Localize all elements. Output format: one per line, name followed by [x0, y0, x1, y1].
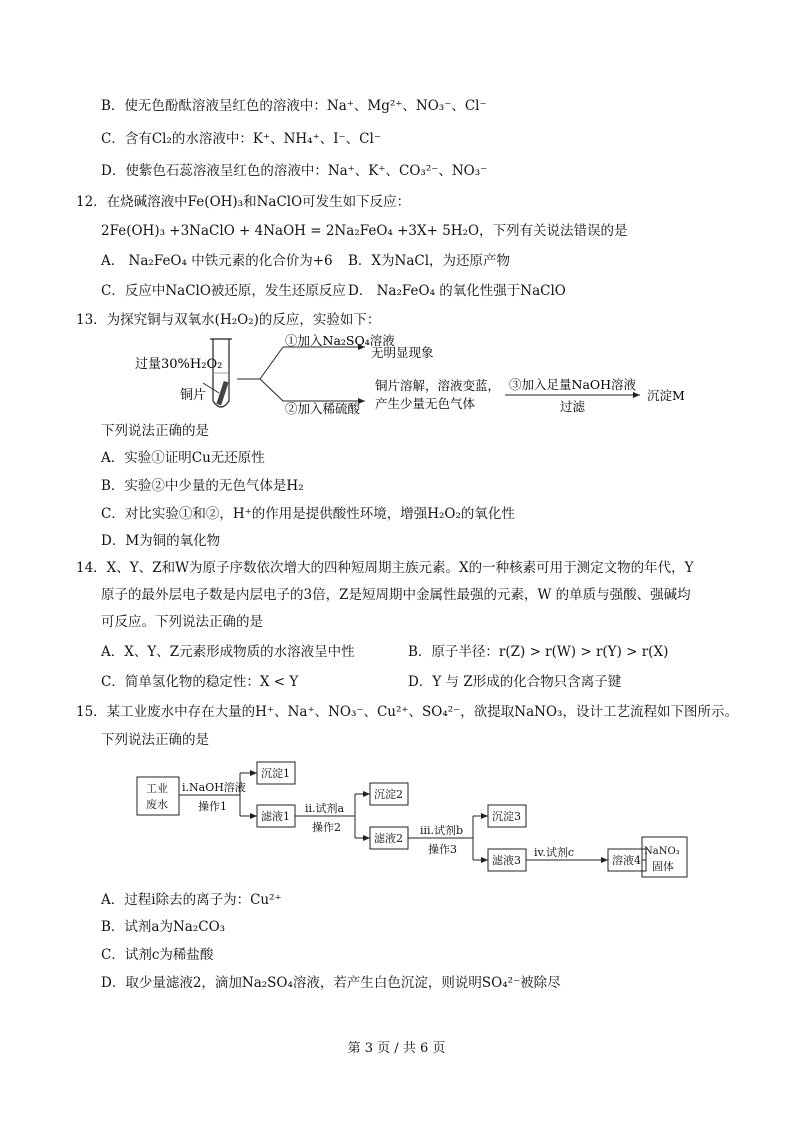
q15-process-flow-diagram	[130, 757, 700, 882]
q13-result2a-label: 铜片溶解，溶液变蓝，	[375, 378, 501, 393]
q15-wastewater-label-1: 工业	[146, 782, 168, 795]
q15-ppt1-label: 沉淀1	[261, 767, 290, 780]
q15-op2-label: 操作2	[312, 821, 341, 834]
q15-filtrate2-label: 滤液2	[374, 832, 403, 845]
q13-option-b: B．实验②中少量的无色气体是H₂	[101, 478, 304, 494]
q13-result2b-label: 产生少量无色气体	[375, 396, 476, 411]
q14-stem-line1: 14．X、Y、Z和W为原子序数依次增大的四种短周期主族元素。X的一种核素可用于测定文物的年代，Y	[76, 560, 694, 576]
q15-ppt2-label: 沉淀2	[374, 788, 403, 801]
q14-option-a: A．X、Y、Z元素形成物质的水溶液呈中性	[101, 644, 355, 660]
q15-product-label-2: 固体	[652, 860, 674, 873]
q12-option-a: A． Na₂FeO₄ 中铁元素的化合价为+6	[101, 253, 333, 269]
q13-option-d: D．M为铜的氧化物	[101, 533, 221, 549]
q14-option-c: C．简单氢化物的稳定性：X < Y	[101, 674, 299, 690]
q15-prompt: 下列说法正确的是	[101, 732, 209, 748]
q15-op1-label: 操作1	[198, 800, 227, 813]
q13-experiment-diagram	[125, 333, 710, 418]
q13-prompt: 下列说法正确的是	[101, 423, 209, 439]
page-number: 第 3 页 / 共 6 页	[347, 1041, 446, 1056]
q15-option-b: B．试剂a为Na₂CO₃	[101, 919, 226, 935]
q13-step2-label: ②加入稀硫酸	[285, 401, 361, 416]
q15-solution4-label: 溶液4	[612, 854, 641, 867]
q15-ppt3-label: 沉淀3	[492, 810, 521, 823]
q12-stem: 12．在烧碱溶液中Fe(OH)₃和NaClO可发生如下反应：	[76, 194, 411, 210]
q13-copper-label: 铜片	[180, 388, 207, 403]
q11-option-d: D．使紫色石蕊溶液呈红色的溶液中：Na⁺、K⁺、CO₃²⁻、NO₃⁻	[101, 163, 488, 179]
q13-step1-label: ①加入Na₂SO₄溶液	[285, 333, 395, 348]
q13-option-c: C．对比实验①和②，H⁺的作用是提供酸性环境，增强H₂O₂的氧化性	[101, 506, 515, 522]
q15-option-a: A．过程i除去的离子为：Cu²⁺	[101, 892, 282, 908]
q14-option-d: D．Y 与 Z形成的化合物只含离子键	[408, 674, 622, 690]
q13-step3-label: ③加入足量NaOH溶液	[509, 377, 637, 392]
q12-equation: 2Fe(OH)₃ +3NaClO + 4NaOH = 2Na₂FeO₄ +3X+ 5H₂O，下列有关说法错误的是	[101, 223, 628, 239]
q15-filtrate1-label: 滤液1	[261, 810, 290, 823]
q13-reagent-label: 过量30%H₂O₂	[135, 357, 223, 372]
q15-op3-label: 操作3	[428, 843, 457, 856]
test-tube-icon	[210, 339, 232, 407]
q15-step4-label: iv.试剂c	[534, 846, 575, 859]
q15-filtrate3-label: 滤液3	[492, 854, 521, 867]
q14-stem-line2: 原子的最外层电子数是内层电子的3倍，Z是短周期中金属性最强的元素，W 的单质与强酸、强碱均	[101, 587, 691, 603]
q13-step3b-label: 过滤	[560, 399, 586, 414]
q13-option-a: A．实验①证明Cu无还原性	[101, 450, 265, 466]
q14-stem-line3: 可反应。下列说法正确的是	[101, 614, 263, 630]
q13-result1-label: 无明显现象	[371, 345, 434, 360]
q14-option-b: B．原子半径：r(Z) > r(W) > r(Y) > r(X)	[408, 644, 669, 660]
q11-option-c: C．含有Cl₂的水溶液中：K⁺、NH₄⁺、I⁻、Cl⁻	[101, 131, 381, 147]
q12-option-b: B．X为NaCl，为还原产物	[348, 253, 511, 269]
q15-step2-label: ii.试剂a	[305, 802, 345, 815]
q15-step3-label: iii.试剂b	[420, 824, 464, 837]
q15-stem: 15．某工业废水中存在大量的H⁺、Na⁺、NO₃⁻、Cu²⁺、SO₄²⁻，欲提取NaNO₃，设计工艺流程如下图所示。	[76, 704, 738, 720]
q11-option-b: B．使无色酚酞溶液呈红色的溶液中：Na⁺、Mg²⁺、NO₃⁻、Cl⁻	[101, 98, 487, 114]
q15-step1-label: i.NaOH溶液	[182, 781, 246, 794]
q15-option-c: C．试剂c为稀盐酸	[101, 947, 214, 963]
q12-option-d: D． Na₂FeO₄ 的氧化性强于NaClO	[348, 283, 566, 299]
q13-product-label: 沉淀M	[647, 388, 685, 403]
q15-product-label-1: NaNO₃	[644, 846, 680, 857]
q15-option-d: D．取少量滤液2，滴加Na₂SO₄溶液，若产生白色沉淀，则说明SO₄²⁻被除尽	[101, 975, 561, 991]
q13-stem: 13．为探究铜与双氧水(H₂O₂)的反应，实验如下：	[76, 312, 381, 328]
q12-option-c: C．反应中NaClO被还原，发生还原反应	[101, 283, 346, 299]
q15-wastewater-label-2: 废水	[146, 798, 168, 811]
